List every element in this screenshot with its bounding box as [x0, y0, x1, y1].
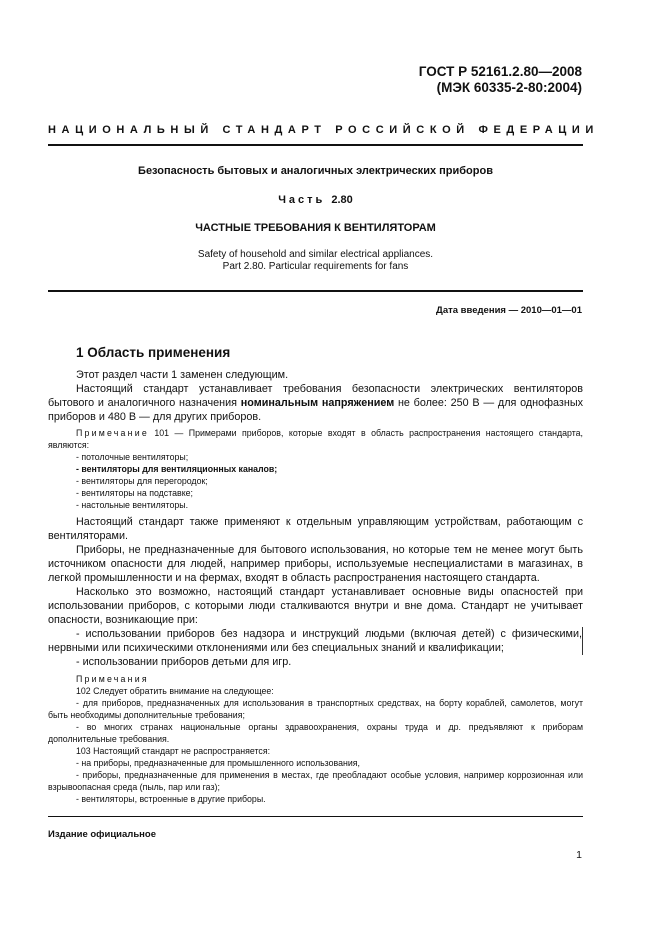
list-item: - вентиляторы для вентиляционных каналов;	[76, 464, 278, 474]
paragraph-5: Насколько это возможно, настоящий стандарт устанавливает основные виды опасностей при использовании приборов, с которыми люди сталкиваются внутри и вне дома. Стандарт не учитывает опасности, возникающие при:	[48, 586, 583, 626]
paragraph-1: Этот раздел части 1 заменен следующим.	[76, 369, 289, 381]
top-rule	[48, 144, 583, 146]
section-heading: 1 Область применения	[76, 345, 231, 360]
paragraph-4: Приборы, не предназначенные для бытового использования, но которые тем не менее могут быть источником опасности для людей, например приборы, используемые неспециалистами в магазинах, в легкой промышленности и на фермах, входят в область распространения настоящего стандарта.	[48, 544, 583, 584]
list-item: - использовании приборов детьми для игр.	[76, 656, 292, 668]
note-102: 102 Следует обратить внимание на следующее:	[76, 686, 274, 696]
part-label	[48, 194, 583, 206]
list-item: - вентиляторы на подставке;	[76, 488, 193, 498]
notes-label: Примечания	[76, 674, 149, 684]
section-body	[48, 368, 583, 805]
part-number: 2.80	[331, 194, 353, 206]
list-item: - настольные вентиляторы.	[76, 500, 189, 510]
english-title-line1: Safety of household and similar electrical appliances.	[197, 249, 434, 260]
national-standard-banner: НАЦИОНАЛЬНЫЙ СТАНДАРТ РОССИЙСКОЙ ФЕДЕРАЦИИ	[48, 124, 599, 136]
official-edition: Издание официальное	[48, 829, 156, 840]
document-subtitle: ЧАСТНЫЕ ТРЕБОВАНИЯ К ВЕНТИЛЯТОРАМ	[195, 222, 436, 234]
list-item: - для приборов, предназначенных для использования в транспортных средствах, на борту кораблей, самолетов, могут быть необходимы дополнительные требования;	[48, 698, 583, 720]
english-title-line2: Part 2.80. Particular requirements for fans	[222, 261, 409, 272]
english-title	[48, 249, 583, 273]
paragraph-2: Настоящий стандарт устанавливает требования безопасности электрических вентиляторов бытового и аналогичного назначения номинальным напряжением не более: 250 В — для однофазных приборов и 480 В — для других приборов.	[48, 383, 583, 423]
paragraph-3: Настоящий стандарт также применяют к отдельным управляющим устройствам, работающим с вентиляторами.	[48, 516, 583, 542]
list-item: - потолочные вентиляторы;	[76, 452, 189, 462]
list-item: - во многих странах национальные органы здравоохранения, охраны труда и др. предъявляют к приборам дополнительные требования.	[48, 722, 583, 744]
introduction-date: Дата введения — 2010—01—01	[436, 305, 582, 316]
note-101: Примечание 101 — Примерами приборов, которые входят в область распространения настоящего стандарта, являются:	[48, 428, 583, 450]
list-item: - вентиляторы для перегородок;	[76, 476, 208, 486]
part-word: Часть	[278, 194, 326, 206]
note-103: 103 Настоящий стандарт не распространяется:	[76, 746, 271, 756]
page-number: 1	[576, 849, 582, 861]
footer-rule	[48, 816, 583, 817]
rated-voltage-term: номинальным напряжением	[240, 397, 395, 409]
document-title: Безопасность бытовых и аналогичных электрических приборов	[138, 165, 493, 177]
document-code	[419, 64, 582, 96]
title-rule	[48, 290, 583, 292]
standard-number: ГОСТ Р 52161.2.80—2008	[418, 64, 582, 79]
note-label: Примечание	[76, 428, 149, 438]
list-item: - на приборы, предназначенные для промышленного использования,	[76, 758, 360, 768]
list-item: - использовании приборов без надзора и инструкций людьми (включая детей) с физическими, нервными или психическими отклонениями или без специальных знаний и квалификации;	[48, 628, 582, 654]
list-item: - приборы, предназначенные для применения в местах, где преобладают особые условия, например коррозионная или взрывоопасная среда (пыль, пар или газ);	[48, 770, 583, 792]
list-item: - вентиляторы, встроенные в другие приборы.	[76, 794, 266, 804]
iec-reference: (МЭК 60335-2-80:2004)	[436, 80, 582, 95]
